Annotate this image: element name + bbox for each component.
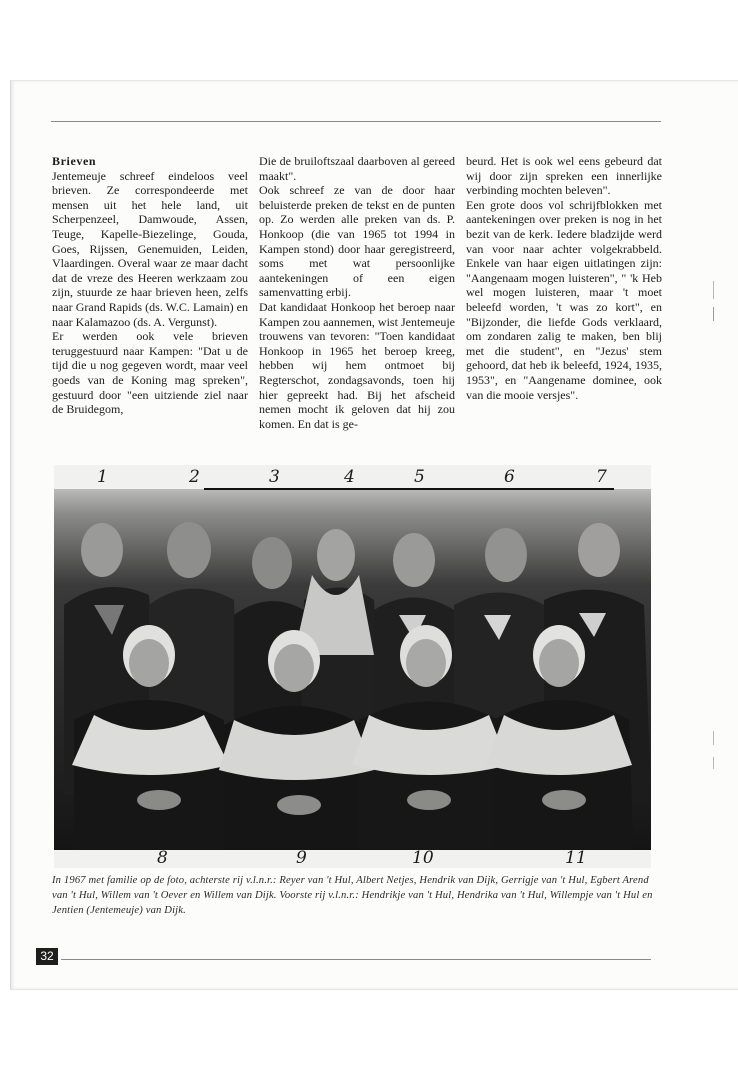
- photo-number-8: 8: [157, 848, 168, 868]
- photo-number-4: 4: [344, 467, 355, 487]
- photo-number-3: 3: [269, 467, 280, 487]
- photo-caption: In 1967 met familie op de foto, achterste rij v.l.n.r.: Reyer van 't Hul, Albert Netjes, Hendrik van Dijk, Gerrigje van 't Hul, Egbert Arend van 't Hul, Willem van 't Oever en Willem van Dijk. Voorste rij v.l.n.r.: Hendrikje van 't Hul, Hendrika van 't Hul, Willempje van 't Hul en Jentien (Jentemeuje) van Dijk.: [52, 875, 653, 916]
- photo-number-9: 9: [296, 848, 307, 868]
- edge-mark: [713, 731, 714, 745]
- column-3: [466, 154, 662, 431]
- top-rule: [51, 121, 661, 122]
- photo-number-7: 7: [596, 467, 607, 487]
- column-1: [52, 154, 248, 431]
- photo-number-1: 1: [97, 467, 108, 487]
- section-heading: Brieven: [52, 154, 97, 168]
- column-1-paragraph-1: Jentemeuje schreef eindeloos veel brieven. Ze correspondeerde met mensen uit het hele land, uit Scherpenzeel, Damwoude, Assen, Teuge, Kapelle-Biezelinge, Gouda, Goes, Rijssen, Genemuiden, Leiden, Vlaardingen. Overal waar ze maar dacht dat de vreze des Heeren werkzaam zou zijn, stuurde ze haar brieven heen, zelfs naar Grand Rapids (ds. W.C. Lamain) en naar Kalamazoo (ds. A. Vergunst).: [52, 168, 248, 329]
- photo-number-10: 10: [412, 848, 434, 868]
- article-columns: [52, 154, 662, 431]
- photo-number-2: 2: [189, 467, 200, 487]
- photo-number-5: 5: [414, 467, 425, 487]
- family-photo-illustration: [54, 465, 651, 868]
- edge-mark: [713, 757, 714, 769]
- column-3-paragraph-2: Een grote doos vol schrijfblokken met aantekeningen over preken is nog in het bezit van de kerk. Iedere bladzijde werd van voor naar achter volgekrabbeld. Enkele van haar eigen uitlatingen zijn: "Aangenaam mogen luisteren", " 'k Heb wel mogen luisteren, maar 't moet beleefd worden, 't was zo kort", en "Bijzonder, die liefde Gods verklaard, om zondaren zalig te maken, ben blij met die student", en "Jezus' stem gehoord, dat heb ik beleefd, 1924, 1935, 1953", en "Aangename dominee, ook van die mooie versjes".: [466, 197, 662, 402]
- column-1-paragraph-2: Er werden ook vele brieven teruggestuurd naar Kampen: "Dat u de tijd die u nog gegeven wordt, maar veel goeds van de Koning mag spreken", gestuurd door "een uitziende ziel naar de Bruidegom,: [52, 329, 248, 417]
- edge-mark: [713, 307, 714, 321]
- column-2-paragraph-1: Die de bruiloftszaal daarboven al gereed maakt".: [259, 154, 455, 183]
- page-number: 32: [36, 948, 58, 965]
- photo-number-11: 11: [565, 848, 587, 868]
- column-3-paragraph-1: beurd. Het is ook wel eens gebeurd dat wij door zijn spreken een innerlijke verbinding mochten beleven".: [466, 154, 662, 198]
- column-2: [259, 154, 455, 431]
- photo-number-6: 6: [504, 467, 515, 487]
- magazine-page: [10, 80, 738, 990]
- edge-mark: [713, 281, 714, 299]
- bottom-rule: [61, 959, 651, 960]
- column-2-paragraph-3: Dat kandidaat Honkoop het beroep naar Kampen zou aannemen, wist Jentemeuje trouwens van tevoren: "Toen kandidaat Honkoop in 1965 het beroep kreeg, hebben wij hem ontmoet bij Regterschot, zondagsavonds, toen hij hier gepreekt had. Bij het afscheid nemen mocht ik geloven dat hij zou komen. En dat is ge-: [259, 299, 455, 431]
- family-photo: [54, 465, 651, 868]
- column-2-paragraph-2: Ook schreef ze van de door haar beluisterde preken de tekst en de punten op. Zo werden alle preken van ds. P. Honkoop (die van 1965 tot 1994 in Kampen stond) door haar geregistreerd, soms met wat persoonlijke aantekeningen of een eigen samenvatting erbij.: [259, 183, 455, 300]
